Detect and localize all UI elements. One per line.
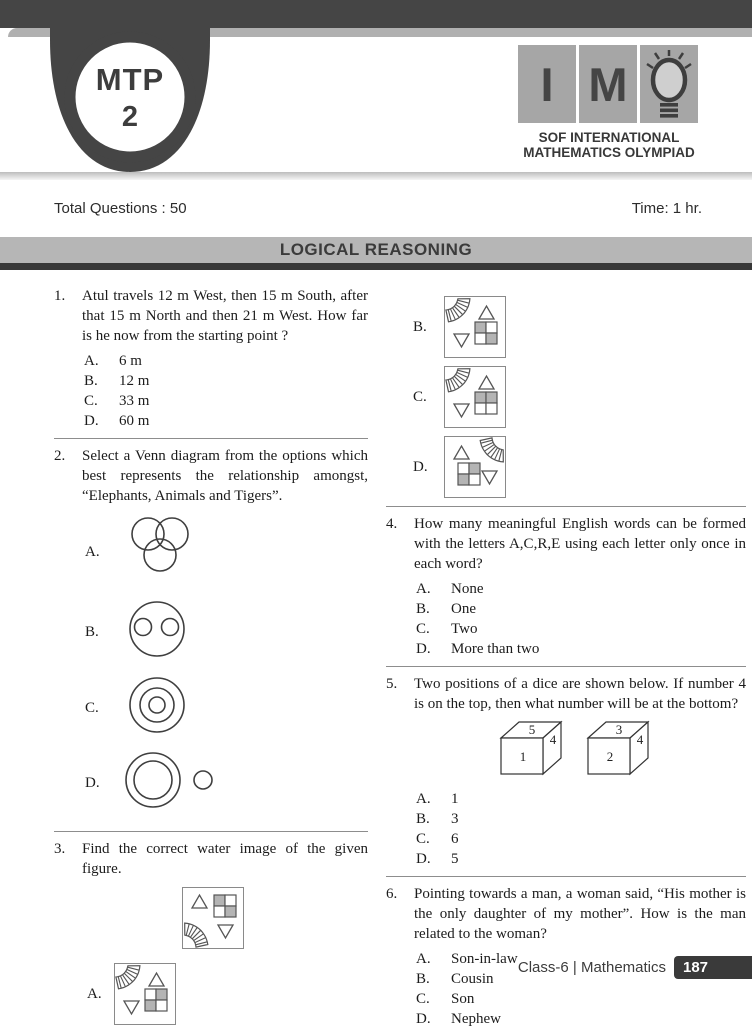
question-divider (54, 831, 368, 832)
option-label: A. (416, 951, 431, 967)
logo-subtitle-line1: SOF INTERNATIONAL (538, 130, 680, 145)
venn-diagram-figure (115, 674, 210, 742)
option-label: A. (416, 581, 431, 597)
option-d (414, 849, 746, 869)
option-c (82, 391, 368, 411)
option-d (386, 436, 746, 498)
option-label: C. (416, 831, 430, 847)
option-c (82, 674, 368, 742)
option-c (414, 989, 746, 1009)
logo-letter-i: I (518, 45, 576, 123)
option-label: A. (416, 791, 431, 807)
section-underline (0, 263, 752, 270)
option-d (414, 639, 746, 659)
question-divider (386, 666, 746, 667)
option-label: B. (416, 601, 430, 617)
question-2 (54, 446, 368, 824)
option-text: 5 (451, 851, 459, 867)
option-label: A. (84, 353, 99, 369)
option-text: 60 m (119, 413, 150, 429)
question-number: 5. (386, 676, 398, 692)
right-column (386, 286, 746, 1033)
option-text: 3 (451, 811, 459, 827)
svg-text:5: 5 (528, 722, 536, 737)
left-column (54, 286, 368, 1033)
question-text: Atul travels 12 m West, then 15 m South, after that 15 m North and then 21 m West. How far is he now from the starting point ? (82, 288, 368, 344)
question-divider (54, 438, 368, 439)
option-label: C. (416, 991, 430, 1007)
imo-logo-tiles (518, 45, 700, 123)
option-text: 6 (451, 831, 459, 847)
svg-text:4: 4 (549, 732, 557, 747)
given-figure (182, 887, 368, 955)
imo-logo (518, 45, 700, 160)
dice-figure (499, 720, 574, 784)
badge-title: MTP (95, 62, 165, 97)
total-questions-label: Total Questions : 50 (54, 200, 187, 217)
option-b (414, 809, 746, 829)
question-4 (386, 514, 746, 659)
option-text: 6 m (119, 353, 142, 369)
question-text: Two positions of a dice are shown below. If number 4 is on the top, then what number will be at the bottom? (414, 676, 746, 712)
option-b (386, 296, 746, 358)
logo-subtitle-line2: MATHEMATICS OLYMPIAD (523, 145, 695, 160)
venn-diagram-figure (115, 750, 225, 816)
option-label: D. (413, 459, 428, 475)
question-number: 2. (54, 448, 66, 464)
question-1 (54, 286, 368, 431)
option-text: Cousin (451, 971, 494, 987)
page-footer (518, 956, 752, 979)
option-b (82, 371, 368, 391)
option-label: C. (413, 389, 427, 405)
svg-text:2: 2 (606, 749, 614, 764)
option-label: A. (85, 544, 100, 560)
mtp-badge (72, 52, 188, 144)
svg-text:4: 4 (636, 732, 644, 747)
question-2-options (82, 514, 368, 816)
option-text: Son-in-law (451, 951, 518, 967)
option-c (414, 619, 746, 639)
option-b (414, 599, 746, 619)
page-number-badge: 187 (674, 956, 752, 979)
option-d (414, 1009, 746, 1029)
question-text: Select a Venn diagram from the options which best represents the relationship amongst, “Elephants, Animals and Tigers”. (82, 448, 368, 504)
water-image-option-figure (444, 366, 506, 428)
option-c (386, 366, 746, 428)
option-d (82, 411, 368, 431)
option-label: D. (416, 851, 431, 867)
question-5-options (414, 789, 746, 869)
question-3-option-a (82, 963, 368, 1025)
test-meta-row (54, 200, 702, 217)
question-text: Find the correct water image of the given figure. (82, 841, 368, 877)
option-label: D. (85, 775, 100, 791)
option-label: C. (85, 700, 99, 716)
option-a (414, 789, 746, 809)
dice-figure (586, 720, 661, 784)
option-label: B. (413, 319, 427, 335)
water-image-option-figure (444, 436, 506, 498)
option-text: 33 m (119, 393, 150, 409)
option-label: A. (87, 986, 102, 1002)
option-label: B. (416, 811, 430, 827)
option-text: Two (451, 621, 478, 637)
question-3-options-bcd (386, 296, 746, 498)
question-divider (386, 506, 746, 507)
given-figure-box (182, 887, 244, 949)
header-shadow-divider (0, 172, 752, 180)
question-divider (386, 876, 746, 877)
option-text: 1 (451, 791, 459, 807)
option-b (82, 598, 368, 666)
svg-text:3: 3 (615, 722, 623, 737)
question-number: 1. (54, 288, 66, 304)
question-text: How many meaningful English words can be formed with the letters A,C,R,E using each letter only once in each word? (414, 516, 746, 572)
venn-diagram-figure (115, 514, 210, 590)
option-a (82, 351, 368, 371)
question-number: 6. (386, 886, 398, 902)
option-a (82, 963, 368, 1025)
option-text: More than two (451, 641, 540, 657)
water-image-option-figure (114, 963, 176, 1025)
option-label: D. (416, 1011, 431, 1027)
questions-area (54, 286, 746, 1033)
option-label: B. (84, 373, 98, 389)
water-image-option-figure (444, 296, 506, 358)
option-label: D. (416, 641, 431, 657)
question-5 (386, 674, 746, 869)
logo-letter-m: M (579, 45, 637, 123)
question-1-options (82, 351, 368, 431)
option-text: None (451, 581, 484, 597)
option-label: C. (416, 621, 430, 637)
option-text: Nephew (451, 1011, 501, 1027)
option-text: One (451, 601, 476, 617)
venn-diagram-figure (115, 598, 210, 666)
option-a (82, 514, 368, 590)
option-c (414, 829, 746, 849)
question-4-options (414, 579, 746, 659)
question-3 (54, 839, 368, 1033)
section-title: LOGICAL REASONING (0, 237, 752, 263)
svg-text:1: 1 (519, 749, 527, 764)
dice-figures (414, 720, 746, 784)
option-label: B. (416, 971, 430, 987)
option-label: D. (84, 413, 99, 429)
option-text: Son (451, 991, 475, 1007)
badge-number: 2 (121, 101, 139, 133)
question-text: Pointing towards a man, a woman said, “His mother is the only daughter of my mother”. How is the man related to the woman? (414, 886, 746, 942)
question-number: 4. (386, 516, 398, 532)
question-number: 3. (54, 841, 66, 857)
footer-label: Class-6 | Mathematics (517, 959, 666, 976)
option-label: C. (84, 393, 98, 409)
logo-subtitle (518, 130, 700, 160)
option-text: 12 m (119, 373, 150, 389)
option-a (414, 579, 746, 599)
option-d (82, 750, 368, 816)
light-bulb-icon (640, 45, 698, 123)
option-label: B. (85, 624, 99, 640)
time-label: Time: 1 hr. (631, 200, 702, 217)
